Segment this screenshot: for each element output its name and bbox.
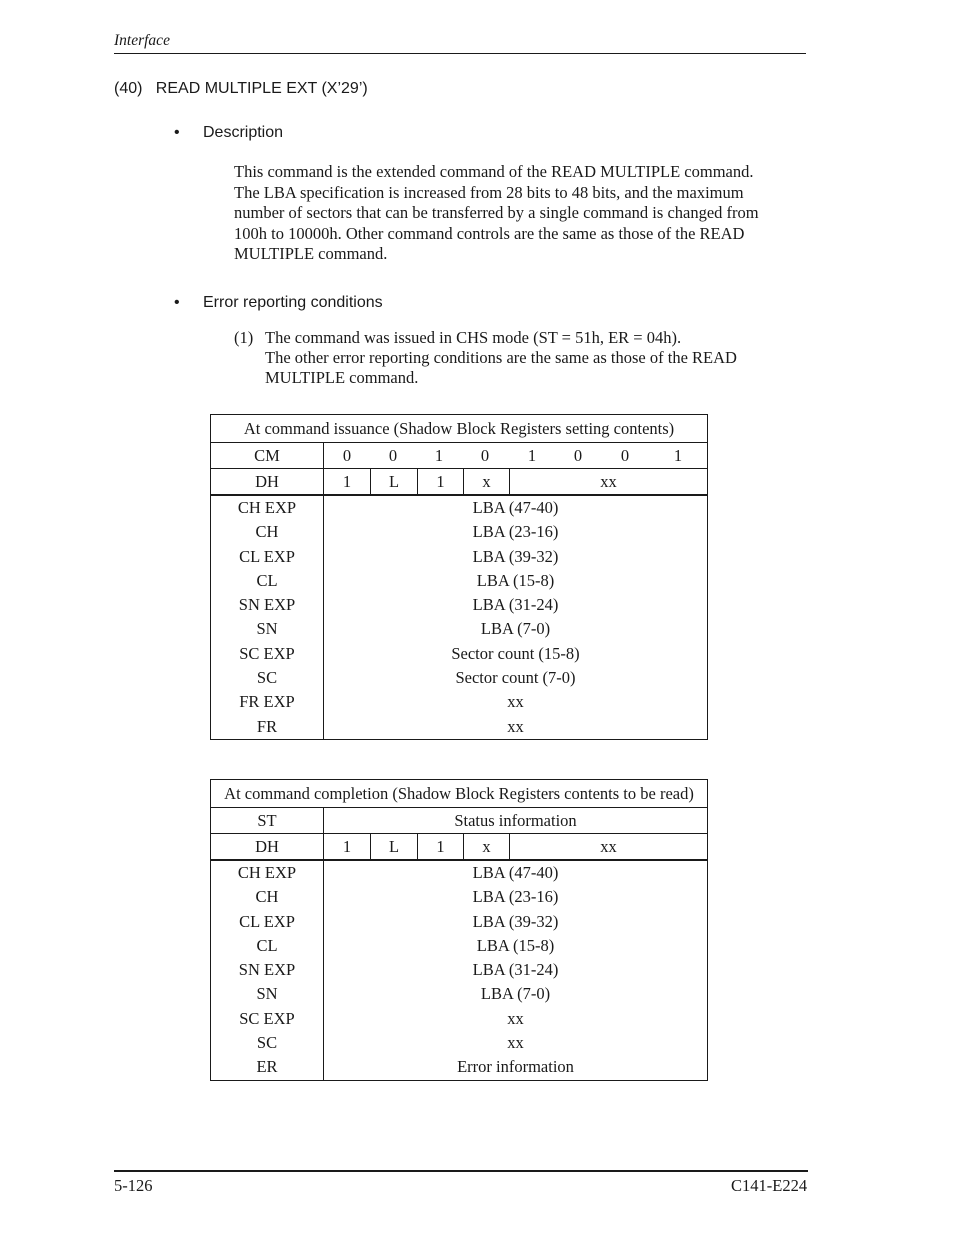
register-row [211,1007,707,1031]
document-id: C141-E224 [731,1176,808,1195]
register-row [211,520,707,544]
dh-cell: 1 [324,469,371,494]
table-caption: At command completion (Shadow Block Registers contents to be read) [211,780,707,808]
register-row [211,861,707,885]
register-name: SN EXP [238,595,296,615]
register-block [211,496,707,739]
register-row [211,666,707,690]
register-name: SN [256,619,278,639]
paragraph-line: MULTIPLE command. [234,244,388,264]
completion-register-table [210,779,708,1081]
register-name: CL [256,570,278,590]
error-heading: Error reporting conditions [203,294,383,311]
dh-cell: 1 [324,834,371,859]
register-name: ER [256,1057,278,1077]
register-row [211,885,707,909]
register-block [211,861,707,1080]
register-name: SC [256,668,278,688]
cm-row [211,443,707,469]
register-name: CL EXP [239,911,295,931]
condition-text [265,328,737,389]
cm-bits [324,443,707,468]
dh-cell: L [371,469,418,494]
register-name: ST [211,808,324,833]
register-value: LBA (31-24) [472,595,559,615]
register-row [211,642,707,666]
dh-cell: x [464,834,510,859]
register-row [211,545,707,569]
dh-cell: 1 [418,469,464,494]
register-name: SN [256,984,278,1004]
register-value: LBA (15-8) [476,935,555,955]
register-value: Status information [454,811,577,830]
register-name: CH [255,522,279,542]
register-name: SN EXP [238,960,296,980]
register-value: LBA (23-16) [472,522,559,542]
dh-cell: L [371,834,418,859]
register-value: xx [507,692,524,712]
register-value: LBA (23-16) [472,887,559,907]
dh-cell: xx [600,837,617,856]
register-value: Sector count (15-8) [451,643,580,663]
register-row [211,690,707,714]
running-header: Interface [114,32,170,49]
register-row [211,593,707,617]
register-row [211,1031,707,1055]
dh-cell: x [464,469,510,494]
register-name: FR EXP [239,692,295,712]
register-row [211,958,707,982]
register-value: LBA (31-24) [472,960,559,980]
cm-bit: 1 [673,446,683,465]
header-rule [114,53,806,54]
register-row [211,1055,707,1079]
cm-bit: 0 [388,446,398,465]
cm-bit: 1 [527,446,537,465]
register-name: SC EXP [239,1008,295,1028]
condition-line: The other error reporting conditions are the same as those of the READ [265,348,737,368]
condition-number: (1) [234,328,254,347]
register-value: LBA (47-40) [472,498,559,517]
register-name: CH EXP [237,498,297,517]
register-value: LBA (15-8) [476,570,555,590]
register-value: LBA (47-40) [472,863,559,882]
cm-bit: 0 [342,446,352,465]
description-heading: Description [203,124,284,141]
register-value: Error information [457,1057,574,1077]
register-name: CL EXP [239,546,295,566]
paragraph-line: The LBA specification is increased from 28 bits to 48 bits, and the maximum [234,182,744,202]
register-value: xx [507,1008,524,1028]
bullet-icon: • [174,294,180,311]
register-value: LBA (7-0) [480,984,551,1004]
table-caption: At command issuance (Shadow Block Registers setting contents) [211,415,707,443]
register-value: xx [507,716,524,736]
st-row [211,808,707,834]
register-value: LBA (39-32) [472,546,559,566]
register-value: LBA (39-32) [472,911,559,931]
register-row [211,569,707,593]
dh-cell: xx [600,472,617,491]
register-name: DH [211,834,324,859]
paragraph-line: This command is the extended command of the READ MULTIPLE command. [234,162,754,181]
issuance-register-table [210,414,708,740]
section-title: (40) READ MULTIPLE EXT (X’29’) [114,80,368,97]
condition-line: The command was issued in CHS mode (ST = 51h, ER = 04h). [265,328,682,347]
register-row [211,715,707,739]
cm-bit: 0 [573,446,583,465]
register-name: SC EXP [239,643,295,663]
cm-bit: 0 [620,446,630,465]
register-value: Sector count (7-0) [455,668,576,688]
register-row [211,910,707,934]
footer-rule [114,1170,808,1172]
register-row [211,496,707,520]
description-paragraph [234,162,759,265]
register-name: CM [211,443,324,468]
paragraph-line: number of sectors that can be transferred by a single command is changed from [234,203,759,223]
register-name: CH EXP [237,863,297,882]
cm-bit: 1 [434,446,444,465]
register-name: DH [211,469,324,494]
bullet-icon: • [174,124,180,141]
register-name: FR [256,716,278,736]
register-name: CH [255,887,279,907]
register-value: LBA (7-0) [480,619,551,639]
register-value: xx [507,1033,524,1053]
dh-row [211,834,707,861]
cm-bit: 0 [480,446,490,465]
condition-line: MULTIPLE command. [265,368,419,388]
register-name: SC [256,1033,278,1053]
register-row [211,617,707,641]
dh-cell: 1 [418,834,464,859]
paragraph-line: 100h to 10000h. Other command controls are the same as those of the READ [234,223,745,243]
register-row [211,982,707,1006]
dh-row [211,469,707,496]
page-number: 5-126 [114,1176,153,1195]
register-name: CL [256,935,278,955]
register-row [211,934,707,958]
